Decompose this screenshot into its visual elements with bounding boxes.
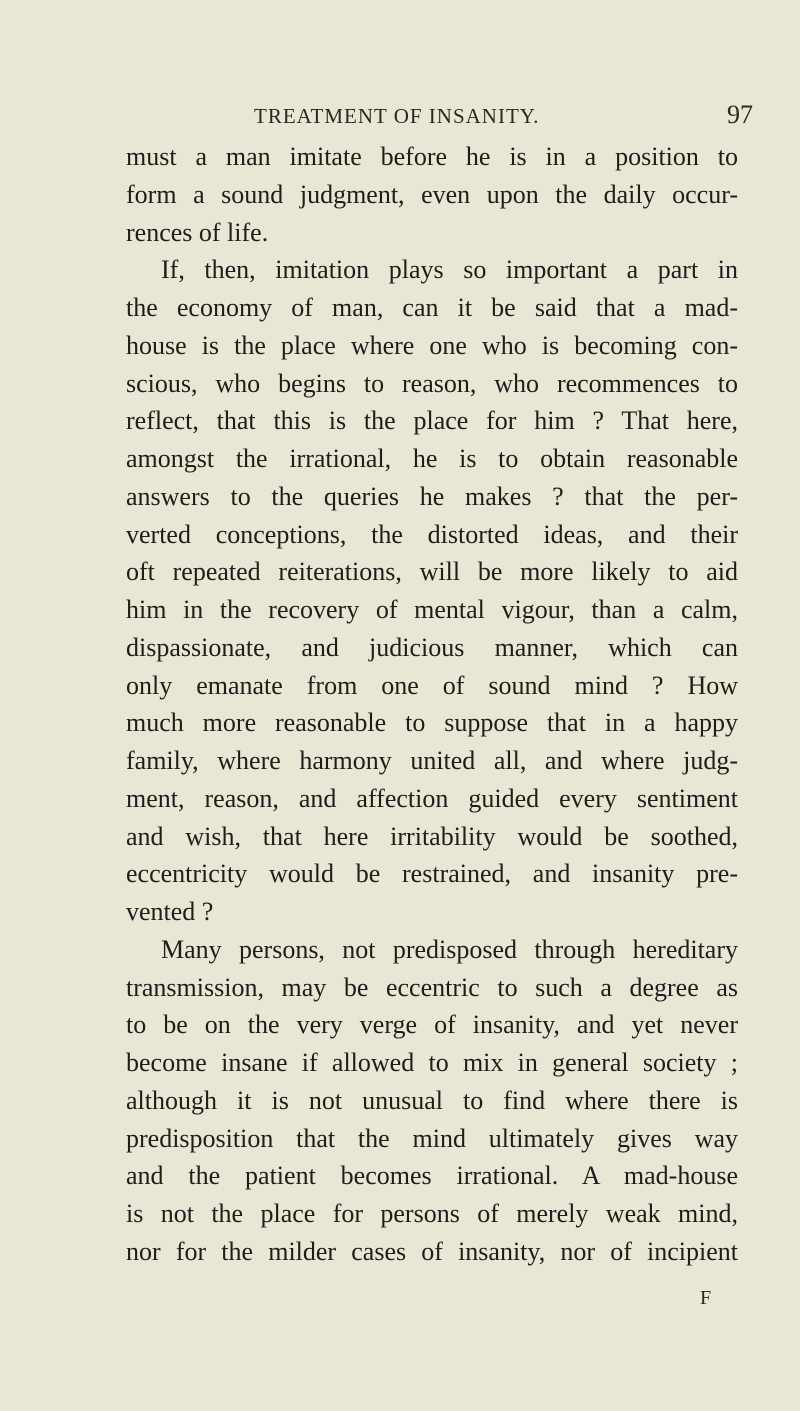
text-line: only emanate from one of sound mind ? How: [126, 670, 738, 700]
signature-mark: F: [700, 1287, 712, 1309]
text-line: and the patient becomes irrational. A mad-house: [126, 1161, 738, 1191]
text-line: house is the place where one who is becoming con-: [126, 330, 738, 360]
text-line: amongst the irrational, he is to obtain reasonable: [126, 444, 738, 473]
text-line: verted conceptions, the distorted ideas, and their: [126, 519, 738, 549]
text-line: ment, reason, and affection guided every sentiment: [126, 783, 738, 813]
text-line: answers to the queries he makes ? that the per-: [126, 481, 738, 511]
text-line: become insane if allowed to mix in general society ;: [126, 1048, 738, 1077]
text-line: and wish, that here irritability would be soothed,: [126, 821, 738, 851]
text-line: must a man imitate before he is in a position to: [126, 142, 738, 171]
text-line: eccentricity would be restrained, and insanity pre-: [126, 859, 738, 889]
text-line: is not the place for persons of merely weak mind,: [126, 1199, 738, 1228]
text-line: rences of life.: [126, 217, 269, 247]
text-line: oft repeated reiterations, will be more likely to aid: [126, 557, 738, 587]
text-line: form a sound judgment, even upon the daily occur-: [126, 179, 738, 209]
text-line: reflect, that this is the place for him ? That here,: [126, 406, 738, 436]
text-line: If, then, imitation plays so important a part in: [161, 255, 738, 285]
text-line: to be on the very verge of insanity, and yet never: [126, 1010, 738, 1040]
body-text: [126, 138, 738, 1271]
text-line: transmission, may be eccentric to such a degree as: [126, 972, 738, 1002]
running-head: TREATMENT OF INSANITY.: [254, 104, 540, 128]
text-line: predisposition that the mind ultimately gives way: [126, 1123, 738, 1153]
text-line: Many persons, not predisposed through hereditary: [161, 934, 738, 964]
page-number: 97: [727, 100, 753, 129]
text-line: the economy of man, can it be said that a mad-: [126, 293, 738, 322]
text-line: him in the recovery of mental vigour, than a calm,: [126, 595, 738, 624]
text-line: nor for the milder cases of insanity, nor of incipient: [126, 1236, 738, 1266]
text-line: family, where harmony united all, and where judg-: [126, 746, 738, 775]
text-line: vented ?: [126, 897, 214, 926]
text-line: dispassionate, and judicious manner, which can: [126, 632, 738, 662]
text-line: scious, who begins to reason, who recommences to: [126, 368, 738, 398]
text-line: although it is not unusual to find where there is: [126, 1085, 738, 1115]
text-line: much more reasonable to suppose that in a happy: [126, 708, 738, 738]
